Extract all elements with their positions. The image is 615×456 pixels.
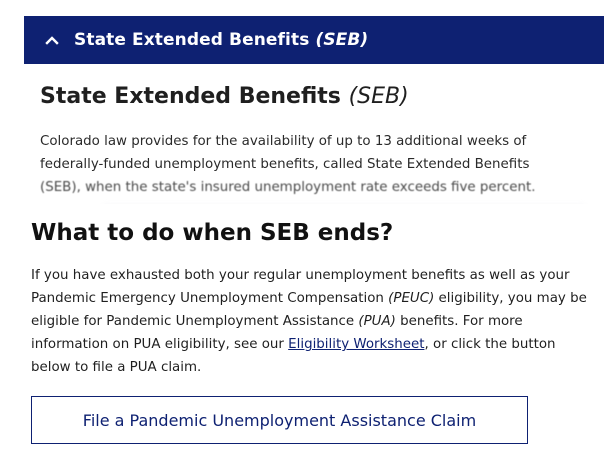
panel-line-2: federally-funded unemployment benefits, called State Extended Benefits bbox=[40, 157, 530, 172]
panel-line-1: Colorado law provides for the availability of up to 13 additional weeks of bbox=[40, 134, 527, 149]
panel-title: State Extended Benefits (SEB) bbox=[40, 84, 409, 109]
section-heading: What to do when SEB ends? bbox=[31, 220, 394, 246]
chevron-up-icon bbox=[44, 32, 60, 48]
panel-description bbox=[40, 130, 580, 199]
accordion-title: State Extended Benefits (SEB) bbox=[74, 30, 369, 50]
file-pua-claim-button[interactable]: File a Pandemic Unemployment Assistance Claim bbox=[31, 396, 528, 444]
eligibility-worksheet-link[interactable]: Eligibility Worksheet bbox=[288, 337, 425, 352]
accordion-header-seb[interactable] bbox=[24, 16, 604, 64]
panel-line-3: (SEB), when the state's insured unemployment rate exceeds five percent. bbox=[40, 180, 536, 195]
accordion-panel bbox=[24, 64, 604, 204]
section-body: If you have exhausted both your regular unemployment benefits as well as your Pandemic Emergency Unemployment Compensation (PEUC) eligibility, you may be eligible for Pandemic Unemployment Assistance (PUA) benefits. For more information on PUA eligibility, see our Eligibility Worksheet, or click the button below to file a PUA claim. bbox=[31, 268, 587, 375]
